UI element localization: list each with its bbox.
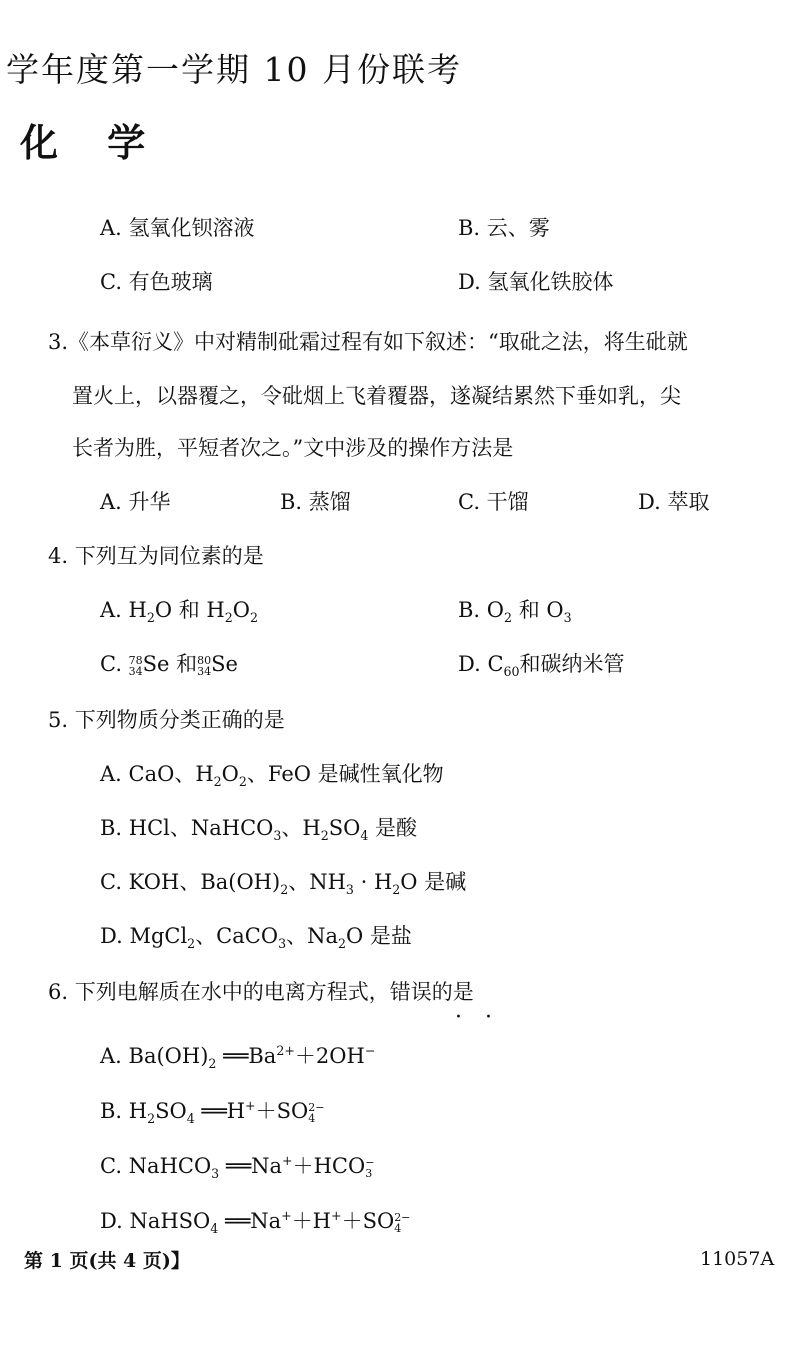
q3-option-d: D. 萃取 [638,490,710,514]
q3-stem-line-3: 长者为胜，平短者次之。”文中涉及的操作方法是 [72,436,514,460]
q4-option-d: D. $C_{60}$和碳纳米管 [458,652,625,680]
q3-stem-line-1: 3.《本草衍义》中对精制砒霜过程有如下叙述：“取砒之法，将生砒就 [48,330,688,354]
q2-option-a: A. 氢氧化钡溶液 [100,216,255,240]
q5-option-a: A. CaO、$H_2O_2$、FeO 是碱性氧化物 [100,762,444,790]
q4-option-c: C. 78 34 Se 和 80 34 Se [100,652,238,678]
q4-stem: 4. 下列互为同位素的是 [48,544,264,568]
q4-option-a: A. $H_2O$ 和 $H_2O_2$ [100,598,258,626]
q3-option-c: C. 干馏 [458,490,529,514]
q5-stem: 5. 下列物质分类正确的是 [48,708,285,732]
q5-option-d: D. MgCl$_2$、CaCO$_3$、$Na_2O$ 是盐 [100,924,412,952]
q2-option-b: B. 云、雾 [458,216,550,240]
q6-option-a: A. $Ba(OH)_2$ $══Ba^{2+}+2OH^-$ [100,1043,376,1072]
exam-title: 学年度第一学期 10 月份联考 [6,50,462,89]
q5-option-c: C. KOH、$Ba(OH)_2$、$NH_3 \cdot H_2O$ 是碱 [100,870,467,898]
q5-option-b: B. HCl、NaHCO$_3$、$H_2SO_4$ 是酸 [100,816,418,844]
q6-option-c: C. NaHCO$_3$ ══Na+＋HCO − 3 [100,1153,375,1182]
emphasis-dots: · · [455,1005,500,1030]
q3-stem-line-2: 置火上，以器覆之，令砒烟上飞着覆器，遂凝结累然下垂如乳，尖 [72,384,681,408]
q6-option-d: D. NaHSO$_4$ ══Na+＋H+＋SO 2− 4 [100,1208,411,1237]
q3-option-b: B. 蒸馏 [280,490,351,514]
q6-stem: 6. 下列电解质在水中的电离方程式，错误的是 [48,980,474,1004]
subject-title: 化 学 [20,120,164,165]
page-number: 第 1 页(共 4 页)】 [24,1250,190,1272]
paper-code: 11057A [700,1248,775,1270]
q3-option-a: A. 升华 [100,490,171,514]
q2-option-c: C. 有色玻璃 [100,270,213,294]
q2-option-d: D. 氢氧化铁胶体 [458,270,614,294]
q4-option-b: B. $O_2$ 和 $O_3$ [458,598,572,626]
q6-option-b: B. $H_2SO_4$ ══H+＋SO 2− 4 [100,1098,325,1127]
